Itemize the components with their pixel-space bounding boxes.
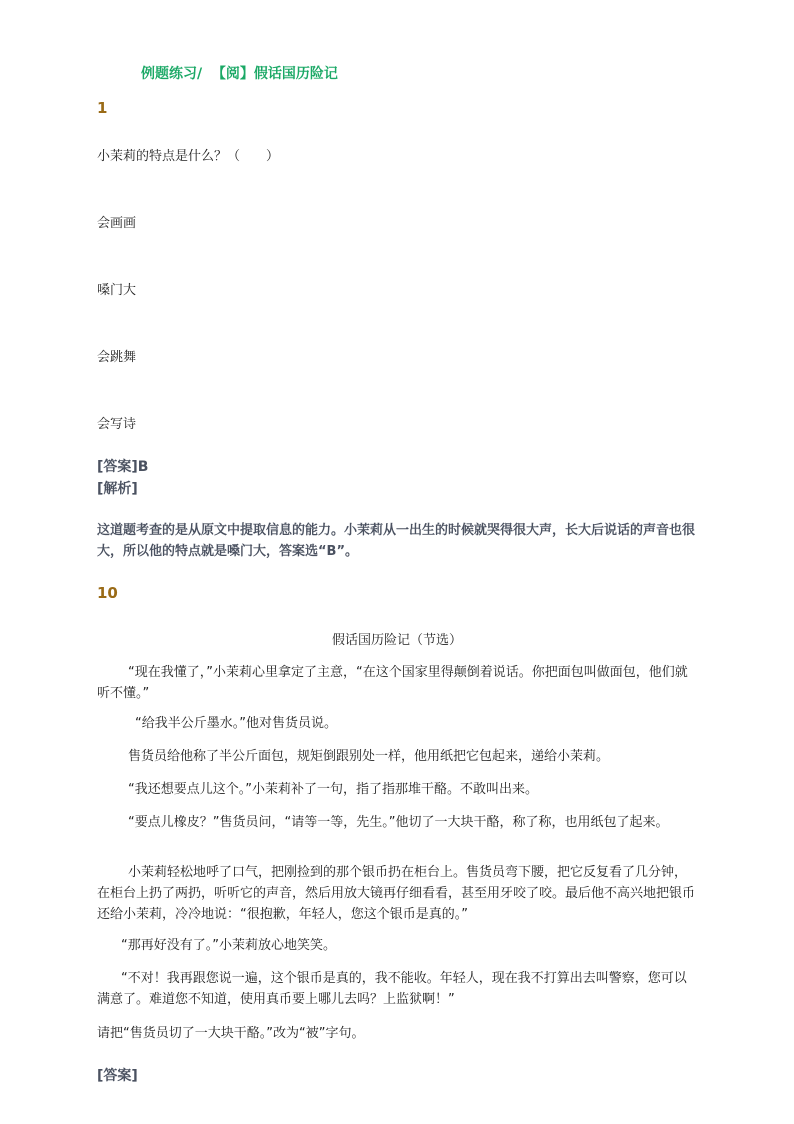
question-prompt: 小茉莉的特点是什么？（ ） bbox=[97, 149, 280, 164]
question-number: 1 bbox=[97, 99, 108, 117]
option-d: 会写诗 bbox=[97, 417, 137, 432]
option-a: 会画画 bbox=[97, 216, 137, 231]
passage-paragraph: “那再好没有了。”小茉莉放心地笑笑。 bbox=[121, 938, 336, 953]
question-number: 10 bbox=[97, 584, 118, 602]
passage-paragraph: “现在我懂了，”小茉莉心里拿定了主意，“在这个国家里得颠倒着说话。你把面包叫做面包，他们就听不懂。” bbox=[97, 665, 688, 701]
passage-paragraph: 小茉莉轻松地呼了口气，把刚捡到的那个银币扔在柜台上。售货员弯下腰，把它反复看了几分钟，在柜台上扔了两扔，听听它的声音，然后用放大镜再仔细看看，甚至用牙咬了咬。最后他不高兴地把银币还给小茉莉，冷冷地说：“很抱歉，年轻人，您这个银币是真的。” bbox=[97, 865, 696, 922]
analysis-text: 这道题考查的是从原文中提取信息的能力。小茉莉从一出生的时候就哭得很大声，长大后说话的声音也很大，所以他的特点就是嗓门大，答案选“B”。 bbox=[97, 523, 696, 559]
passage-title: 假话国历险记（节选） bbox=[331, 633, 462, 648]
option-c: 会跳舞 bbox=[97, 350, 137, 365]
page-header-title: 例题练习/ 【阅】假话国历险记 bbox=[141, 66, 338, 82]
answer-label: [答案]B bbox=[97, 459, 149, 475]
passage-paragraph: “要点儿橡皮？”售货员问，“请等一等，先生。”他切了一大块干酪，称了称，也用纸包了起来。 bbox=[128, 815, 669, 830]
passage-paragraph: “我还想要点儿这个。”小茉莉补了一句，指了指那堆干酪。不敢叫出来。 bbox=[128, 782, 538, 797]
answer-label: [答案] bbox=[97, 1068, 138, 1084]
option-b: 嗓门大 bbox=[97, 283, 137, 298]
passage-paragraph: “不对！我再跟您说一遍，这个银币是真的，我不能收。年轻人，现在我不打算出去叫警察，您可以满意了。难道您不知道，使用真币要上哪儿去吗？上监狱啊！” bbox=[97, 971, 687, 1007]
passage-paragraph: “给我半公斤墨水。”他对售货员说。 bbox=[135, 716, 337, 731]
question-prompt: 请把“售货员切了一大块干酪。”改为“被”字句。 bbox=[97, 1026, 365, 1041]
passage-paragraph: 售货员给他称了半公斤面包，规矩倒跟别处一样，他用纸把它包起来，递给小茉莉。 bbox=[128, 749, 610, 764]
analysis-label: [解析] bbox=[97, 481, 138, 497]
